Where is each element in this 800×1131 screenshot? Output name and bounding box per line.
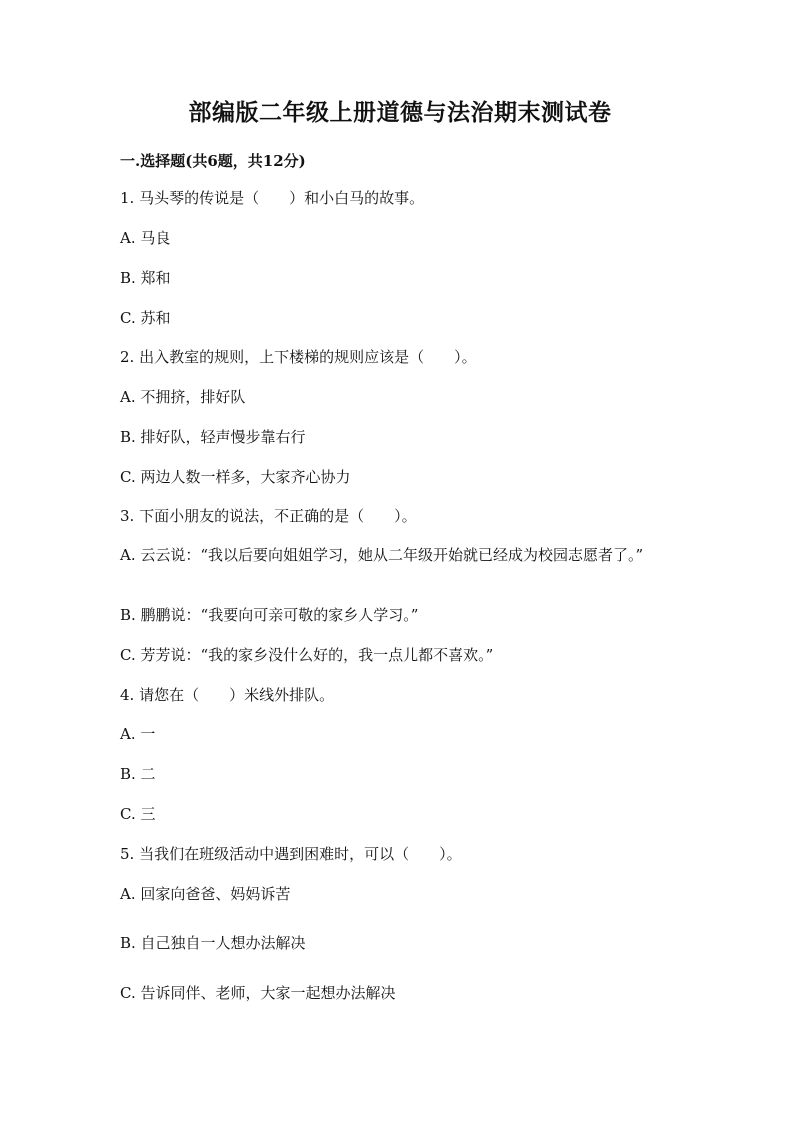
question-1-stem: 1. 马头琴的传说是（ ）和小白马的故事。 (120, 189, 425, 207)
question-5-option-b: B. 自己独自一人想办法解决 (120, 934, 306, 952)
question-5-option-c: C. 告诉同伴、老师，大家一起想办法解决 (120, 984, 396, 1002)
question-1-option-a: A. 马良 (120, 229, 171, 247)
question-1-option-b: B. 郑和 (120, 269, 171, 287)
question-4-option-c: C. 三 (120, 805, 156, 823)
question-1-option-c: C. 苏和 (120, 309, 171, 327)
question-2-option-b: B. 排好队，轻声慢步靠右行 (120, 428, 306, 446)
question-4-option-a: A. 一 (120, 725, 156, 743)
question-3-option-c: C. 芳芳说：“我的家乡没什么好的，我一点儿都不喜欢。” (120, 646, 494, 664)
question-3-option-b: B. 鹏鹏说：“我要向可亲可敬的家乡人学习。” (120, 606, 419, 624)
question-5-option-a: A. 回家向爸爸、妈妈诉苦 (120, 885, 291, 903)
question-2-option-a: A. 不拥挤，排好队 (120, 388, 246, 406)
section-heading: 一.选择题(共6题，共12分) (120, 152, 306, 170)
question-3-option-a: A. 云云说：“我以后要向姐姐学习，她从二年级开始就已经成为校园志愿者了。” (120, 546, 644, 564)
page-title: 部编版二年级上册道德与法治期末测试卷 (188, 99, 612, 126)
question-5-stem: 5. 当我们在班级活动中遇到困难时，可以（ ）。 (120, 845, 462, 863)
question-4-stem: 4. 请您在（ ）米线外排队。 (120, 686, 335, 704)
question-3-stem: 3. 下面小朋友的说法，不正确的是（ ）。 (120, 507, 417, 525)
question-2-option-c: C. 两边人数一样多，大家齐心协力 (120, 468, 351, 486)
question-4-option-b: B. 二 (120, 765, 156, 783)
question-2-stem: 2. 出入教室的规则，上下楼梯的规则应该是（ ）。 (120, 348, 477, 366)
